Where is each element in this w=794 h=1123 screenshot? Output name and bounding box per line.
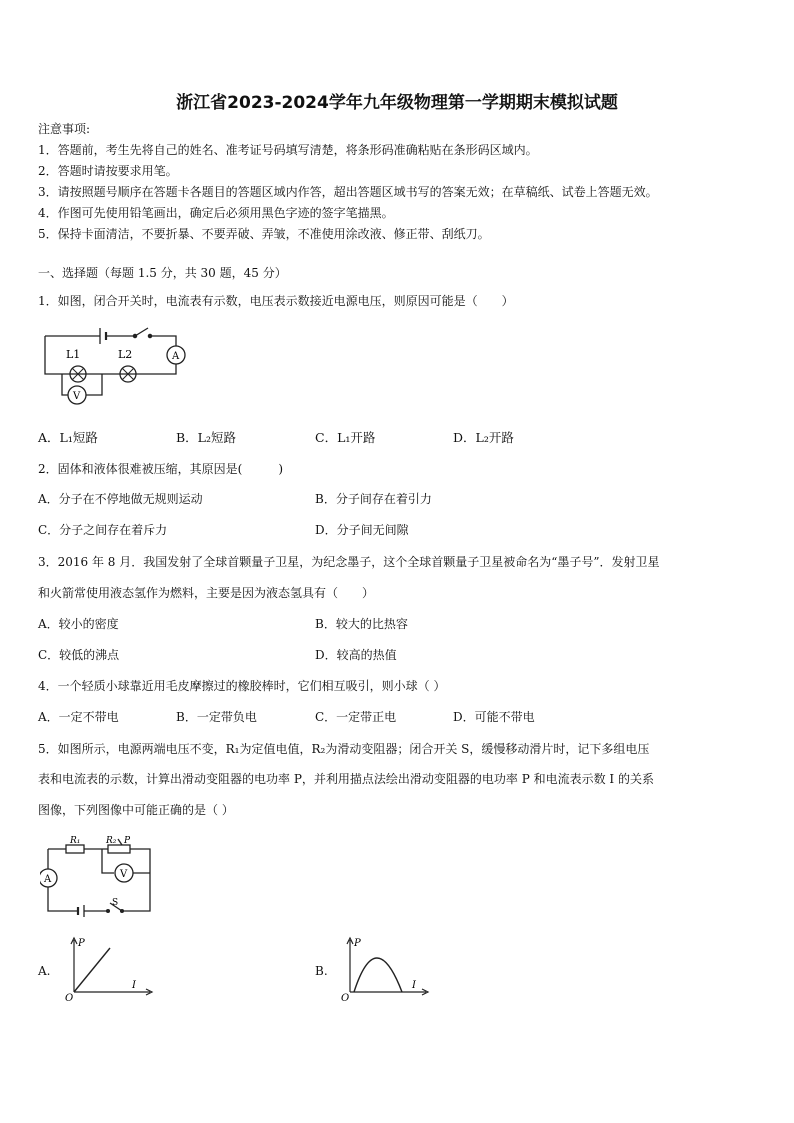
q5-option-a-label: A. — [38, 964, 51, 978]
label-voltmeter: V — [120, 869, 128, 880]
label-l2: L2 — [118, 348, 133, 361]
q1-circuit-figure — [40, 322, 190, 412]
section-heading: 一、选择题（每题 1.5 分，共 30 题，45 分） — [38, 266, 287, 280]
question-5-stem-line1: 5．如图所示，电源两端电压不变，R₁为定值电值，R₂为滑动变阻器；闭合开关 S，缓慢移动滑片时，记下多组电压 — [38, 742, 650, 756]
question-1-stem: 1．如图，闭合开关时，电流表有示数，电压表示数接近电源电压，则原因可能是（ ） — [38, 294, 514, 308]
notice-item: 5．保持卡面清洁，不要折暴、不要弄破、弄皱，不准使用涂改液、修正带、刮纸刀。 — [38, 227, 490, 241]
q4-option-b: B．一定带负电 — [176, 710, 257, 724]
q2-option-c: C．分子之间存在着斥力 — [38, 523, 168, 537]
question-3-stem-line2: 和火箭常使用液态氢作为燃料，主要是因为液态氢具有（ ） — [38, 586, 375, 600]
label-l1: L1 — [66, 348, 81, 361]
label-r2: R₂ — [106, 836, 117, 846]
q3-option-b: B．较大的比热容 — [315, 617, 408, 631]
question-2-stem: 2．固体和液体很难被压缩，其原因是( ) — [38, 462, 283, 476]
q4-option-c: C．一定带正电 — [315, 710, 397, 724]
q1-option-c: C．L₁开路 — [315, 430, 376, 445]
notice-item: 1．答题前，考生先将自己的姓名、准考证号码填写清楚，将条形码准确粘贴在条形码区域内。 — [38, 143, 538, 157]
axis-p: P — [354, 938, 361, 949]
axis-i: I — [132, 980, 136, 991]
q3-option-c: C．较低的沸点 — [38, 648, 120, 662]
q2-option-d: D．分子间无间隙 — [315, 523, 409, 537]
q5-option-b-label: B. — [315, 964, 328, 978]
q3-option-a: A．较小的密度 — [38, 617, 119, 631]
notice-item: 2．答题时请按要求用笔。 — [38, 164, 178, 178]
q5-option-b-graph — [336, 934, 431, 1004]
axis-i: I — [412, 980, 416, 991]
notice-item: 3．请按照题号顺序在答题卡各题目的答题区域内作答，超出答题区域书写的答案无效；在草稿纸、试卷上答题无效。 — [38, 185, 658, 199]
q4-option-a: A．一定不带电 — [38, 710, 119, 724]
question-4-stem: 4．一个轻质小球靠近用毛皮摩擦过的橡胶棒时，它们相互吸引，则小球（ ） — [38, 679, 446, 693]
q1-option-d: D．L₂开路 — [453, 430, 514, 445]
q2-option-a: A．分子在不停地做无规则运动 — [38, 492, 203, 506]
q5-option-a-graph — [60, 934, 155, 1004]
q1-option-a: A．L₁短路 — [38, 430, 98, 445]
graph-a-line — [74, 948, 110, 992]
notice-item: 4．作图可先使用铅笔画出，确定后必须用黑色字迹的签字笔描黑。 — [38, 206, 394, 220]
label-voltmeter: V — [73, 391, 81, 402]
label-r1: R₁ — [70, 836, 81, 846]
q2-option-b: B．分子间存在着引力 — [315, 492, 432, 506]
label-ammeter: A — [172, 351, 180, 362]
label-slider-p: P — [124, 836, 131, 846]
label-ammeter: A — [44, 874, 52, 885]
q1-option-b: B．L₂短路 — [176, 430, 236, 445]
graph-b-curve — [354, 958, 402, 992]
axis-p: P — [78, 938, 85, 949]
notice-heading: 注意事项: — [38, 122, 91, 136]
q5-circuit-figure — [40, 835, 160, 917]
q3-option-d: D．较高的热值 — [315, 648, 397, 662]
page-title: 浙江省2023-2024学年九年级物理第一学期期末模拟试题 — [176, 93, 618, 113]
label-switch: S — [112, 898, 119, 908]
question-3-stem-line1: 3．2016 年 8 月．我国发射了全球首颗量子卫星，为纪念墨子，这个全球首颗量子卫星被命名为“墨子号”．发射卫星 — [38, 555, 660, 569]
origin-o: O — [65, 993, 74, 1004]
question-5-stem-line2: 表和电流表的示数，计算出滑动变阻器的电功率 P，并利用描点法绘出滑动变阻器的电功率 P 和电流表示数 I 的关系 — [38, 772, 654, 786]
q4-option-d: D．可能不带电 — [453, 710, 535, 724]
question-5-stem-line3: 图像，下列图像中可能正确的是（ ） — [38, 803, 234, 817]
origin-o: O — [341, 993, 350, 1004]
